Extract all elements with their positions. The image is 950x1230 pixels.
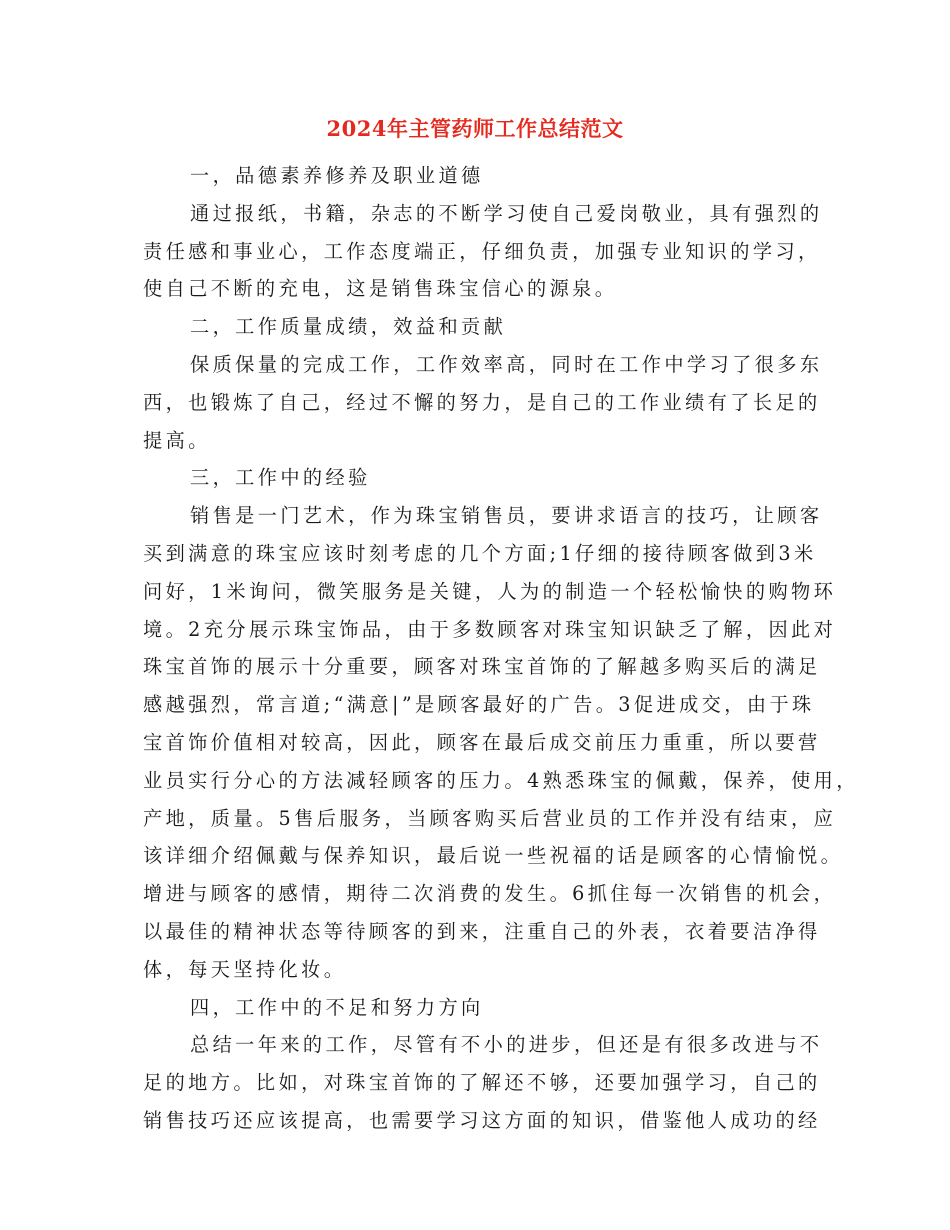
paragraph-line: 珠宝首饰的展示十分重要，顾客对珠宝首饰的了解越多购买后的满足 bbox=[143, 655, 821, 678]
paragraph-line: 境。2充分展示珠宝饰品，由于多数顾客对珠宝知识缺乏了解，因此对 bbox=[143, 618, 837, 641]
paragraph-line: 保质保量的完成工作，工作效率高，同时在工作中学习了很多东 bbox=[190, 353, 823, 376]
paragraph-line: 业员实行分心的方法减轻顾客的压力。4熟悉珠宝的佩戴，保养，使用， bbox=[143, 769, 859, 792]
paragraph-line: 使自己不断的充电，这是销售珠宝信心的源泉。 bbox=[143, 277, 618, 300]
paragraph-line: 销售技巧还应该提高，也需要学习这方面的知识，借鉴他人成功的经 bbox=[143, 1109, 821, 1132]
section-heading-2: 二，工作质量成绩，效益和贡献 bbox=[190, 315, 507, 338]
paragraph-line: 通过报纸，书籍，杂志的不断学习使自己爱岗敬业，具有强烈的 bbox=[190, 202, 823, 225]
paragraph-line: 问好，1米询问，微笑服务是关键，人为的制造一个轻松愉快的购物环 bbox=[143, 580, 837, 603]
paragraph-line: 销售是一门艺术，作为珠宝销售员，要讲求语言的技巧，让顾客 bbox=[190, 504, 823, 527]
paragraph-line: 责任感和事业心，工作态度端正，仔细负责，加强专业知识的学习， bbox=[143, 240, 821, 263]
paragraph-line: 感越强烈，常言道;“满意|”是顾客最好的广告。3促进成交，由于珠 bbox=[143, 693, 815, 716]
document-title: 2024年主管药师工作总结范文 bbox=[326, 116, 624, 141]
paragraph-line: 足的地方。比如，对珠宝首饰的了解还不够，还要加强学习，自己的 bbox=[143, 1071, 821, 1094]
paragraph-line: 宝首饰价值相对较高，因此，顾客在最后成交前压力重重，所以要营 bbox=[143, 731, 821, 754]
paragraph-line: 总结一年来的工作，尽管有不小的进步，但还是有很多改进与不 bbox=[190, 1033, 823, 1056]
paragraph-line: 产地，质量。5售后服务，当顾客购买后营业员的工作并没有结束，应 bbox=[143, 807, 837, 830]
paragraph-line: 该详细介绍佩戴与保养知识，最后说一些祝福的话是顾客的心情愉悦。 bbox=[143, 844, 844, 867]
section-heading-1: 一，品德素养修养及职业道德 bbox=[190, 164, 484, 187]
section-heading-3: 三，工作中的经验 bbox=[190, 466, 371, 489]
paragraph-line: 体，每天坚持化妆。 bbox=[143, 958, 347, 981]
paragraph-line: 以最佳的精神状态等待顾客的到来，注重自己的外表，衣着要洁净得 bbox=[143, 920, 821, 943]
paragraph-line: 买到满意的珠宝应该时刻考虑的几个方面;1仔细的接待顾客做到3米 bbox=[143, 542, 817, 565]
paragraph-line: 提高。 bbox=[143, 429, 211, 452]
section-heading-4: 四，工作中的不足和努力方向 bbox=[190, 996, 484, 1019]
paragraph-line: 西，也锻炼了自己，经过不懈的努力，是自己的工作业绩有了长足的 bbox=[143, 391, 821, 414]
paragraph-line: 增进与顾客的感情，期待二次消费的发生。6抓住每一次销售的机会， bbox=[143, 882, 837, 905]
